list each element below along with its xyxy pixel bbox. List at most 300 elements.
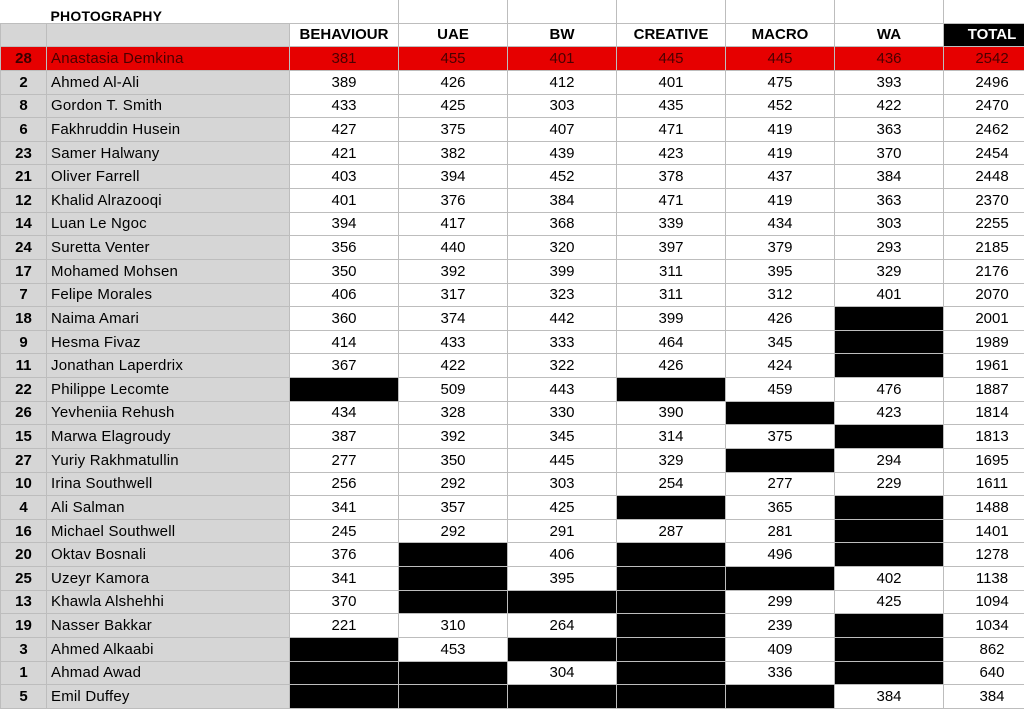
score-cell[interactable]: 312	[726, 283, 835, 307]
empty-score-cell[interactable]	[617, 661, 726, 685]
header-wa[interactable]: WA	[835, 23, 944, 47]
score-cell[interactable]: 412	[508, 70, 617, 94]
total-cell[interactable]: 1813	[944, 425, 1024, 449]
entrant-number[interactable]: 16	[1, 519, 47, 543]
table-row	[1, 496, 1024, 520]
entrant-number[interactable]: 6	[1, 118, 47, 142]
empty-score-cell[interactable]	[617, 496, 726, 520]
score-cell[interactable]: 254	[617, 472, 726, 496]
total-cell[interactable]: 2001	[944, 307, 1024, 331]
score-cell[interactable]: 421	[290, 141, 399, 165]
entrant-number[interactable]: 17	[1, 259, 47, 283]
entrant-number[interactable]: 20	[1, 543, 47, 567]
score-cell[interactable]: 328	[399, 401, 508, 425]
entrant-number[interactable]: 25	[1, 567, 47, 591]
total-cell[interactable]: 2070	[944, 283, 1024, 307]
entrant-number[interactable]: 3	[1, 637, 47, 661]
score-cell[interactable]: 425	[399, 94, 508, 118]
entrant-number[interactable]: 7	[1, 283, 47, 307]
score-cell[interactable]: 303	[835, 212, 944, 236]
total-cell[interactable]: 1887	[944, 378, 1024, 402]
total-cell[interactable]: 2255	[944, 212, 1024, 236]
title-row-cell[interactable]	[617, 0, 726, 23]
table-row	[1, 472, 1024, 496]
score-cell[interactable]: 345	[726, 330, 835, 354]
total-cell[interactable]: 1401	[944, 519, 1024, 543]
empty-score-cell[interactable]	[617, 614, 726, 638]
total-cell[interactable]: 2370	[944, 189, 1024, 213]
empty-score-cell[interactable]	[290, 637, 399, 661]
table-row	[1, 354, 1024, 378]
empty-score-cell[interactable]	[835, 637, 944, 661]
score-cell[interactable]: 464	[617, 330, 726, 354]
entrant-name[interactable]: Oliver Farrell	[47, 165, 290, 189]
score-cell[interactable]: 329	[617, 448, 726, 472]
table-row	[1, 330, 1024, 354]
score-cell[interactable]: 397	[617, 236, 726, 260]
score-cell[interactable]: 435	[617, 94, 726, 118]
entrant-name[interactable]: Oktav Bosnali	[47, 543, 290, 567]
score-cell[interactable]: 221	[290, 614, 399, 638]
score-cell[interactable]: 389	[290, 70, 399, 94]
empty-score-cell[interactable]	[508, 637, 617, 661]
score-cell[interactable]: 382	[399, 141, 508, 165]
empty-score-cell[interactable]	[835, 519, 944, 543]
header-num-cell[interactable]	[1, 23, 47, 47]
table-row	[1, 94, 1024, 118]
entrant-number[interactable]: 9	[1, 330, 47, 354]
entrant-name[interactable]: Yevheniia Rehush	[47, 401, 290, 425]
score-cell[interactable]: 292	[399, 519, 508, 543]
sheet-body	[1, 0, 1024, 708]
score-cell[interactable]: 402	[835, 567, 944, 591]
header-name-cell[interactable]	[47, 23, 290, 47]
table-row	[1, 283, 1024, 307]
empty-score-cell[interactable]	[617, 637, 726, 661]
total-cell[interactable]: 2496	[944, 70, 1024, 94]
empty-score-cell[interactable]	[835, 614, 944, 638]
empty-score-cell[interactable]	[835, 330, 944, 354]
empty-score-cell[interactable]	[835, 354, 944, 378]
entrant-name[interactable]: Ali Salman	[47, 496, 290, 520]
score-cell[interactable]: 350	[399, 448, 508, 472]
score-cell[interactable]: 424	[726, 354, 835, 378]
score-cell[interactable]: 333	[508, 330, 617, 354]
score-cell[interactable]: 471	[617, 118, 726, 142]
table-row	[1, 307, 1024, 331]
entrant-name[interactable]: Yuriy Rakhmatullin	[47, 448, 290, 472]
score-cell[interactable]: 455	[399, 47, 508, 71]
score-cell[interactable]: 445	[508, 448, 617, 472]
entrant-name[interactable]: Khalid Alrazooqi	[47, 189, 290, 213]
entrant-number[interactable]: 21	[1, 165, 47, 189]
score-cell[interactable]: 310	[399, 614, 508, 638]
score-cell[interactable]: 345	[508, 425, 617, 449]
empty-score-cell[interactable]	[835, 661, 944, 685]
score-cell[interactable]: 277	[726, 472, 835, 496]
score-cell[interactable]: 407	[508, 118, 617, 142]
title-row-cell[interactable]	[508, 0, 617, 23]
table-row	[1, 259, 1024, 283]
score-cell[interactable]: 376	[290, 543, 399, 567]
empty-score-cell[interactable]	[617, 378, 726, 402]
table-row	[1, 637, 1024, 661]
score-cell[interactable]: 384	[508, 189, 617, 213]
entrant-name[interactable]: Jonathan Laperdrix	[47, 354, 290, 378]
score-cell[interactable]: 393	[835, 70, 944, 94]
score-cell[interactable]: 341	[290, 567, 399, 591]
score-cell[interactable]: 329	[835, 259, 944, 283]
title-row-cell[interactable]	[290, 0, 399, 23]
score-cell[interactable]: 399	[508, 259, 617, 283]
score-cell[interactable]: 304	[508, 661, 617, 685]
total-cell[interactable]: 862	[944, 637, 1024, 661]
score-cell[interactable]: 311	[617, 283, 726, 307]
entrant-name[interactable]: Felipe Morales	[47, 283, 290, 307]
total-cell[interactable]: 2448	[944, 165, 1024, 189]
score-cell[interactable]: 425	[835, 590, 944, 614]
score-cell[interactable]: 294	[835, 448, 944, 472]
score-cell[interactable]: 379	[726, 236, 835, 260]
entrant-name[interactable]: Uzeyr Kamora	[47, 567, 290, 591]
score-cell[interactable]: 433	[290, 94, 399, 118]
table-row	[1, 47, 1024, 71]
empty-score-cell[interactable]	[617, 590, 726, 614]
score-cell[interactable]: 370	[835, 141, 944, 165]
score-cell[interactable]: 245	[290, 519, 399, 543]
score-cell[interactable]: 395	[508, 567, 617, 591]
entrant-name[interactable]: Emil Duffey	[47, 685, 290, 709]
score-cell[interactable]: 374	[399, 307, 508, 331]
total-cell[interactable]: 2462	[944, 118, 1024, 142]
table-row	[1, 661, 1024, 685]
score-cell[interactable]: 422	[835, 94, 944, 118]
title-row-cell[interactable]	[835, 0, 944, 23]
score-cell[interactable]: 292	[399, 472, 508, 496]
score-cell[interactable]: 426	[726, 307, 835, 331]
header-row	[1, 23, 1024, 47]
score-cell[interactable]: 442	[508, 307, 617, 331]
score-cell[interactable]: 440	[399, 236, 508, 260]
score-cell[interactable]: 277	[290, 448, 399, 472]
score-cell[interactable]: 434	[726, 212, 835, 236]
entrant-number[interactable]: 15	[1, 425, 47, 449]
score-cell[interactable]: 439	[508, 141, 617, 165]
score-cell[interactable]: 339	[617, 212, 726, 236]
score-cell[interactable]: 419	[726, 118, 835, 142]
entrant-name[interactable]: Hesma Fivaz	[47, 330, 290, 354]
empty-score-cell[interactable]	[290, 378, 399, 402]
score-cell[interactable]: 264	[508, 614, 617, 638]
empty-score-cell[interactable]	[617, 685, 726, 709]
total-cell[interactable]: 1094	[944, 590, 1024, 614]
table-row	[1, 378, 1024, 402]
header-bw[interactable]: BW	[508, 23, 617, 47]
score-cell[interactable]: 239	[726, 614, 835, 638]
total-cell[interactable]: 1278	[944, 543, 1024, 567]
total-cell[interactable]: 2176	[944, 259, 1024, 283]
score-cell[interactable]: 375	[399, 118, 508, 142]
score-cell[interactable]: 423	[835, 401, 944, 425]
empty-score-cell[interactable]	[290, 685, 399, 709]
score-cell[interactable]: 401	[835, 283, 944, 307]
empty-score-cell[interactable]	[399, 543, 508, 567]
table-row	[1, 118, 1024, 142]
score-cell[interactable]: 445	[617, 47, 726, 71]
empty-score-cell[interactable]	[399, 590, 508, 614]
entrant-name[interactable]: Marwa Elagroudy	[47, 425, 290, 449]
entrant-number[interactable]: 27	[1, 448, 47, 472]
score-cell[interactable]: 452	[726, 94, 835, 118]
table-row	[1, 70, 1024, 94]
entrant-number[interactable]: 28	[1, 47, 47, 71]
total-cell[interactable]: 1989	[944, 330, 1024, 354]
entrant-name[interactable]: Gordon T. Smith	[47, 94, 290, 118]
entrant-number[interactable]: 19	[1, 614, 47, 638]
score-cell[interactable]: 368	[508, 212, 617, 236]
entrant-name[interactable]: Ahmed Alkaabi	[47, 637, 290, 661]
score-cell[interactable]: 496	[726, 543, 835, 567]
score-cell[interactable]: 341	[290, 496, 399, 520]
score-cell[interactable]: 322	[508, 354, 617, 378]
table-row	[1, 519, 1024, 543]
score-cell[interactable]: 356	[290, 236, 399, 260]
score-cell[interactable]: 419	[726, 189, 835, 213]
title-row-cell[interactable]	[944, 0, 1024, 23]
score-cell[interactable]: 293	[835, 236, 944, 260]
table-row	[1, 567, 1024, 591]
score-cell[interactable]: 314	[617, 425, 726, 449]
total-cell[interactable]: 1488	[944, 496, 1024, 520]
entrant-name[interactable]: Nasser Bakkar	[47, 614, 290, 638]
table-row	[1, 212, 1024, 236]
title-spacer-cell[interactable]	[1, 0, 47, 23]
header-macro[interactable]: MACRO	[726, 23, 835, 47]
entrant-number[interactable]: 12	[1, 189, 47, 213]
score-cell[interactable]: 406	[508, 543, 617, 567]
score-cell[interactable]: 330	[508, 401, 617, 425]
entrant-name[interactable]: Suretta Venter	[47, 236, 290, 260]
total-cell[interactable]: 384	[944, 685, 1024, 709]
entrant-name[interactable]: Naima Amari	[47, 307, 290, 331]
score-cell[interactable]: 394	[399, 165, 508, 189]
title-row-cell[interactable]	[726, 0, 835, 23]
total-cell[interactable]: 1138	[944, 567, 1024, 591]
empty-score-cell[interactable]	[835, 496, 944, 520]
score-cell[interactable]: 417	[399, 212, 508, 236]
header-total[interactable]: TOTAL	[944, 23, 1024, 47]
entrant-number[interactable]: 8	[1, 94, 47, 118]
table-row	[1, 614, 1024, 638]
score-cell[interactable]: 475	[726, 70, 835, 94]
entrant-name[interactable]: Michael Southwell	[47, 519, 290, 543]
score-cell[interactable]: 387	[290, 425, 399, 449]
score-cell[interactable]: 375	[726, 425, 835, 449]
score-cell[interactable]: 401	[617, 70, 726, 94]
empty-score-cell[interactable]	[617, 543, 726, 567]
total-cell[interactable]: 2454	[944, 141, 1024, 165]
title-row-cell[interactable]	[399, 0, 508, 23]
score-cell[interactable]: 395	[726, 259, 835, 283]
score-cell[interactable]: 476	[835, 378, 944, 402]
score-cell[interactable]: 336	[726, 661, 835, 685]
score-cell[interactable]: 419	[726, 141, 835, 165]
empty-score-cell[interactable]	[726, 567, 835, 591]
score-cell[interactable]: 370	[290, 590, 399, 614]
score-cell[interactable]: 403	[290, 165, 399, 189]
score-cell[interactable]: 392	[399, 425, 508, 449]
score-cell[interactable]: 291	[508, 519, 617, 543]
table-row	[1, 189, 1024, 213]
score-cell[interactable]: 423	[617, 141, 726, 165]
total-cell[interactable]: 2470	[944, 94, 1024, 118]
table-row	[1, 590, 1024, 614]
score-cell[interactable]: 365	[726, 496, 835, 520]
entrant-number[interactable]: 23	[1, 141, 47, 165]
entrant-number[interactable]: 24	[1, 236, 47, 260]
entrant-number[interactable]: 22	[1, 378, 47, 402]
score-cell[interactable]: 350	[290, 259, 399, 283]
score-cell[interactable]: 427	[290, 118, 399, 142]
empty-score-cell[interactable]	[617, 567, 726, 591]
score-cell[interactable]: 453	[399, 637, 508, 661]
entrant-number[interactable]: 2	[1, 70, 47, 94]
total-cell[interactable]: 2185	[944, 236, 1024, 260]
total-cell[interactable]: 1961	[944, 354, 1024, 378]
entrant-number[interactable]: 13	[1, 590, 47, 614]
score-cell[interactable]: 320	[508, 236, 617, 260]
score-cell[interactable]: 323	[508, 283, 617, 307]
entrant-name[interactable]: Mohamed Mohsen	[47, 259, 290, 283]
score-cell[interactable]: 229	[835, 472, 944, 496]
score-cell[interactable]: 471	[617, 189, 726, 213]
entrant-number[interactable]: 1	[1, 661, 47, 685]
score-cell[interactable]: 299	[726, 590, 835, 614]
score-cell[interactable]: 381	[290, 47, 399, 71]
score-cell[interactable]: 409	[726, 637, 835, 661]
total-cell[interactable]: 640	[944, 661, 1024, 685]
score-cell[interactable]: 445	[726, 47, 835, 71]
empty-score-cell[interactable]	[835, 307, 944, 331]
total-cell[interactable]: 1814	[944, 401, 1024, 425]
score-cell[interactable]: 360	[290, 307, 399, 331]
entrant-name[interactable]: Khawla Alshehhi	[47, 590, 290, 614]
score-cell[interactable]: 406	[290, 283, 399, 307]
total-cell[interactable]: 1611	[944, 472, 1024, 496]
entrant-name[interactable]: Philippe Lecomte	[47, 378, 290, 402]
score-cell[interactable]: 303	[508, 94, 617, 118]
score-cell[interactable]: 426	[617, 354, 726, 378]
score-cell[interactable]: 311	[617, 259, 726, 283]
score-cell[interactable]: 452	[508, 165, 617, 189]
score-cell[interactable]: 443	[508, 378, 617, 402]
table-row	[1, 236, 1024, 260]
total-cell[interactable]: 1695	[944, 448, 1024, 472]
score-cell[interactable]: 390	[617, 401, 726, 425]
empty-score-cell[interactable]	[835, 543, 944, 567]
score-cell[interactable]: 256	[290, 472, 399, 496]
entrant-number[interactable]: 26	[1, 401, 47, 425]
score-cell[interactable]: 414	[290, 330, 399, 354]
empty-score-cell[interactable]	[399, 567, 508, 591]
empty-score-cell[interactable]	[508, 685, 617, 709]
empty-score-cell[interactable]	[726, 448, 835, 472]
score-cell[interactable]: 436	[835, 47, 944, 71]
table-row	[1, 425, 1024, 449]
score-cell[interactable]: 434	[290, 401, 399, 425]
score-cell[interactable]: 394	[290, 212, 399, 236]
score-cell[interactable]: 437	[726, 165, 835, 189]
empty-score-cell[interactable]	[726, 401, 835, 425]
score-cell[interactable]: 384	[835, 165, 944, 189]
entrant-name[interactable]: Ahmad Awad	[47, 661, 290, 685]
score-cell[interactable]: 303	[508, 472, 617, 496]
score-cell[interactable]: 509	[399, 378, 508, 402]
score-cell[interactable]: 363	[835, 189, 944, 213]
score-cell[interactable]: 401	[508, 47, 617, 71]
entrant-number[interactable]: 10	[1, 472, 47, 496]
score-cell[interactable]: 399	[617, 307, 726, 331]
score-cell[interactable]: 357	[399, 496, 508, 520]
entrant-number[interactable]: 14	[1, 212, 47, 236]
score-cell[interactable]: 287	[617, 519, 726, 543]
empty-score-cell[interactable]	[726, 685, 835, 709]
entrant-name[interactable]: Irina Southwell	[47, 472, 290, 496]
score-cell[interactable]: 384	[835, 685, 944, 709]
entrant-number[interactable]: 5	[1, 685, 47, 709]
score-cell[interactable]: 425	[508, 496, 617, 520]
entrant-name[interactable]: Samer Halwany	[47, 141, 290, 165]
entrant-name[interactable]: Ahmed Al-Ali	[47, 70, 290, 94]
score-cell[interactable]: 281	[726, 519, 835, 543]
score-cell[interactable]: 378	[617, 165, 726, 189]
entrant-name[interactable]: Fakhruddin Husein	[47, 118, 290, 142]
score-cell[interactable]: 317	[399, 283, 508, 307]
table-row	[1, 448, 1024, 472]
empty-score-cell[interactable]	[508, 590, 617, 614]
table-row	[1, 685, 1024, 709]
header-behaviour[interactable]: BEHAVIOUR	[290, 23, 399, 47]
empty-score-cell[interactable]	[835, 425, 944, 449]
entrant-name[interactable]: Anastasia Demkina	[47, 47, 290, 71]
score-cell[interactable]: 392	[399, 259, 508, 283]
total-cell[interactable]: 2542	[944, 47, 1024, 71]
score-cell[interactable]: 401	[290, 189, 399, 213]
score-cell[interactable]: 367	[290, 354, 399, 378]
title-row	[1, 0, 1024, 23]
score-cell[interactable]: 363	[835, 118, 944, 142]
table-row	[1, 401, 1024, 425]
score-cell[interactable]: 422	[399, 354, 508, 378]
table-row	[1, 543, 1024, 567]
entrant-number[interactable]: 4	[1, 496, 47, 520]
header-uae[interactable]: UAE	[399, 23, 508, 47]
empty-score-cell[interactable]	[290, 661, 399, 685]
empty-score-cell[interactable]	[399, 661, 508, 685]
empty-score-cell[interactable]	[399, 685, 508, 709]
header-creative[interactable]: CREATIVE	[617, 23, 726, 47]
score-cell[interactable]: 459	[726, 378, 835, 402]
entrant-number[interactable]: 18	[1, 307, 47, 331]
entrant-number[interactable]: 11	[1, 354, 47, 378]
entrant-name[interactable]: Luan Le Ngoc	[47, 212, 290, 236]
total-cell[interactable]: 1034	[944, 614, 1024, 638]
sheet-title[interactable]: PHOTOGRAPHY	[47, 0, 290, 23]
score-cell[interactable]: 433	[399, 330, 508, 354]
score-cell[interactable]: 376	[399, 189, 508, 213]
table-row	[1, 141, 1024, 165]
score-cell[interactable]: 426	[399, 70, 508, 94]
